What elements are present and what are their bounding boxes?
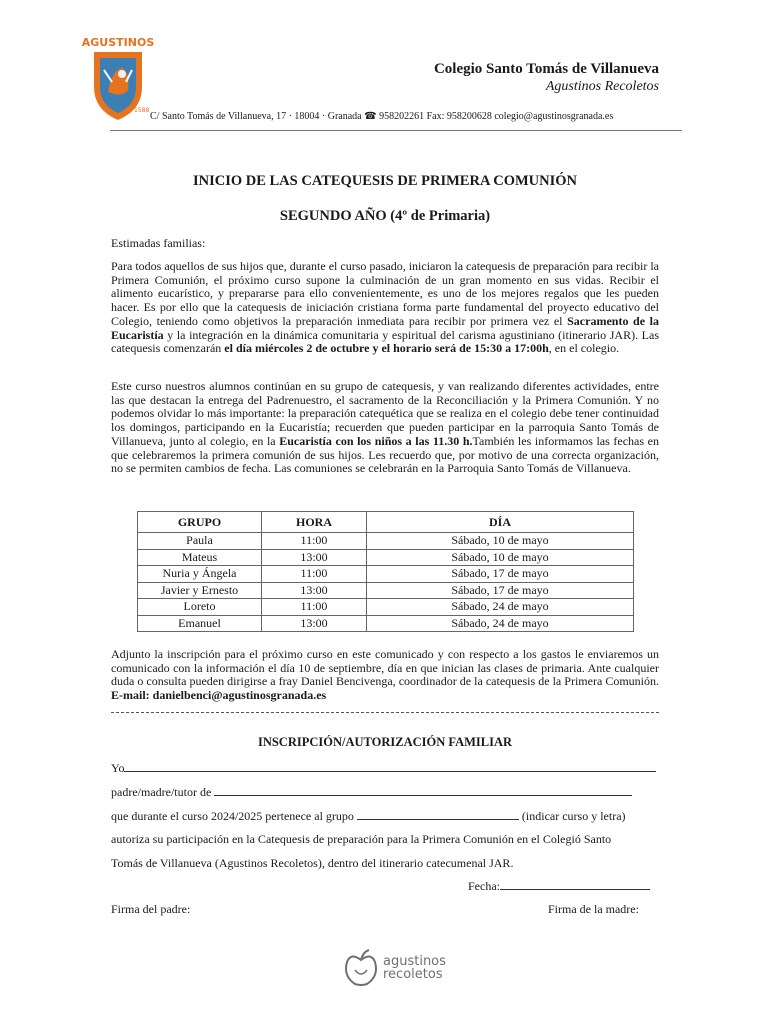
cell-dia: Sábado, 10 de mayo <box>367 549 634 566</box>
header-divider <box>110 130 682 131</box>
document-title: INICIO DE LAS CATEQUESIS DE PRIMERA COMUNIÓN <box>192 173 578 189</box>
cell-dia: Sábado, 17 de mayo <box>367 566 634 583</box>
form-line-curso <box>111 808 626 824</box>
table-row <box>138 599 634 616</box>
form-line-autoriza: autoriza su participación en la Catequesis de preparación para la Primera Comunión en el Colegió Santo <box>111 832 612 846</box>
cell-dia: Sábado, 17 de mayo <box>367 582 634 599</box>
field-yo[interactable] <box>124 760 656 772</box>
school-name: Colegio Santo Tomás de Villanueva <box>433 61 659 77</box>
field-tutor-of[interactable] <box>214 784 632 796</box>
footer-logo-text <box>383 955 446 981</box>
p1-text-a: Para todos aquellos de sus hijos que, durante el curso pasado, iniciaron la catequesis de preparación para recibir la Primera Comunión, el próximo curso supone la culminación de un gran momento en sus vidas. Recibir el alimento eucarístico, y prepararse para ello convenientemente, es uno de los mejores regalos que les pueden hacer. Es por ello que la catequesis de iniciación cristiana forma parte fundamental del proyecto educativo del Colegio, teniendo como objetivos la preparación inmediata para recibir por primera vez el <box>111 259 659 328</box>
p1-text-c: y la integración en la dinámica comunitaria y espiritual del carisma agustiniano (itinerario JAR). Las catequesis comenzarán <box>111 327 659 356</box>
field-grupo[interactable] <box>357 808 519 820</box>
cell-grupo: Mateus <box>138 549 262 566</box>
table-row <box>138 549 634 566</box>
cell-dia: Sábado, 24 de mayo <box>367 599 634 616</box>
label-fecha: Fecha: <box>468 879 500 893</box>
table-row <box>138 566 634 583</box>
form-line-fecha <box>468 878 650 894</box>
cell-hora: 13:00 <box>262 582 367 599</box>
p3-text-a: Adjunto la inscripción para el próximo curso en este comunicado y con respecto a los gastos le enviaremos un comunicado con la información el día 10 de septiembre, día en que inician las clases de primaria. Ante cualquier duda o consulta pueden dirigirse a fray Daniel Bencivenga, coordinador de la catequesis de la Primera Comunión. <box>111 647 659 689</box>
p1-bold-schedule: el día miércoles 2 de octubre y el horario será de 15:30 a 17:00h <box>224 341 549 356</box>
header-grupo: GRUPO <box>138 512 262 533</box>
field-fecha[interactable] <box>500 878 650 890</box>
form-line-tomas: Tomás de Villanueva (Agustinos Recoletos), dentro del itinerario catecumenal JAR. <box>111 856 514 870</box>
label-tutor: padre/madre/tutor de <box>111 785 212 799</box>
cell-hora: 11:00 <box>262 566 367 583</box>
form-line-tutor <box>111 784 632 800</box>
form-line-yo <box>111 760 656 776</box>
cell-dia: Sábado, 10 de mayo <box>367 533 634 550</box>
footer-line2: recoletos <box>383 967 443 982</box>
header-dia: DÍA <box>367 512 634 533</box>
p2-text-c: También les informamos las fechas en que celebraremos la primera comunión de sus hijos. Les recuerdo que, por motivo de una correcta organización, no se permiten cambios de fecha. Las comuniones se celebrarán en la Parroquia Santo Tomás de Villanueva. <box>111 433 659 476</box>
signature-father-label: Firma del padre: <box>111 902 191 916</box>
p1-text-e: , en el colegio. <box>548 341 620 356</box>
cell-hora: 13:00 <box>262 615 367 632</box>
cut-line-divider <box>111 712 659 713</box>
apple-heart-icon <box>343 948 379 988</box>
cell-hora: 11:00 <box>262 533 367 550</box>
cell-dia: Sábado, 24 de mayo <box>367 615 634 632</box>
cell-grupo: Loreto <box>138 599 262 616</box>
p2-text-a: Este curso nuestros alumnos continúan en su grupo de catequesis, y van realizando diferentes actividades, entre las que destacan la entrega del Padrenuestro, el sacramento de la Reconciliación y la Primera Comunión. Y no podemos olvidar lo más importante: la preparación catequética que se realiza en el colegio debe tener continuidad los domingos, participando en la Eucaristía; recuerden que pueden participar en la parroquia Santo Tomás de Villanueva, junto al colegio, en la <box>111 379 659 448</box>
footer-line1: agustinos <box>383 954 446 969</box>
label-yo: Yo <box>111 761 125 775</box>
paragraph-activities <box>111 380 659 476</box>
cell-hora: 13:00 <box>262 549 367 566</box>
p1-bold-sacrament: Sacramento de la Eucaristía <box>111 313 660 342</box>
school-crest-logo <box>82 32 154 122</box>
table-row <box>138 582 634 599</box>
table-row <box>138 615 634 632</box>
label-curso: que durante el curso 2024/2025 pertenece al grupo <box>111 809 354 823</box>
document-subtitle: SEGUNDO AÑO (4º de Primaria) <box>279 208 491 224</box>
table-row <box>138 533 634 550</box>
communion-schedule-table <box>137 511 634 632</box>
cell-grupo: Emanuel <box>138 615 262 632</box>
logo-year: 1588 <box>134 107 150 114</box>
greeting: Estimadas familias: <box>111 236 206 250</box>
p2-bold-eucharist: Eucaristía con los niños a las 11.30 h. <box>279 433 473 448</box>
logo-text: AGUSTINOS <box>82 36 154 49</box>
paragraph-intro <box>111 260 659 356</box>
table-header-row <box>138 512 634 533</box>
header-hora: HORA <box>262 512 367 533</box>
cell-grupo: Nuria y Ángela <box>138 566 262 583</box>
cell-hora: 11:00 <box>262 599 367 616</box>
cell-grupo: Paula <box>138 533 262 550</box>
label-indicar: (indicar curso y letra) <box>521 809 626 823</box>
contact-email: E-mail: danielbenci@agustinosgranada.es <box>111 688 327 703</box>
school-address: C/ Santo Tomás de Villanueva, 17 · 18004 · Granada ☎ 958202261 Fax: 958200628 colegio@agustinosgranada.es <box>150 111 614 122</box>
paragraph-registration <box>111 648 659 703</box>
school-subtitle: Agustinos Recoletos <box>545 79 659 94</box>
signature-mother-label: Firma de la madre: <box>548 902 639 916</box>
cell-grupo: Javier y Ernesto <box>138 582 262 599</box>
form-title: INSCRIPCIÓN/AUTORIZACIÓN FAMILIAR <box>257 735 513 749</box>
